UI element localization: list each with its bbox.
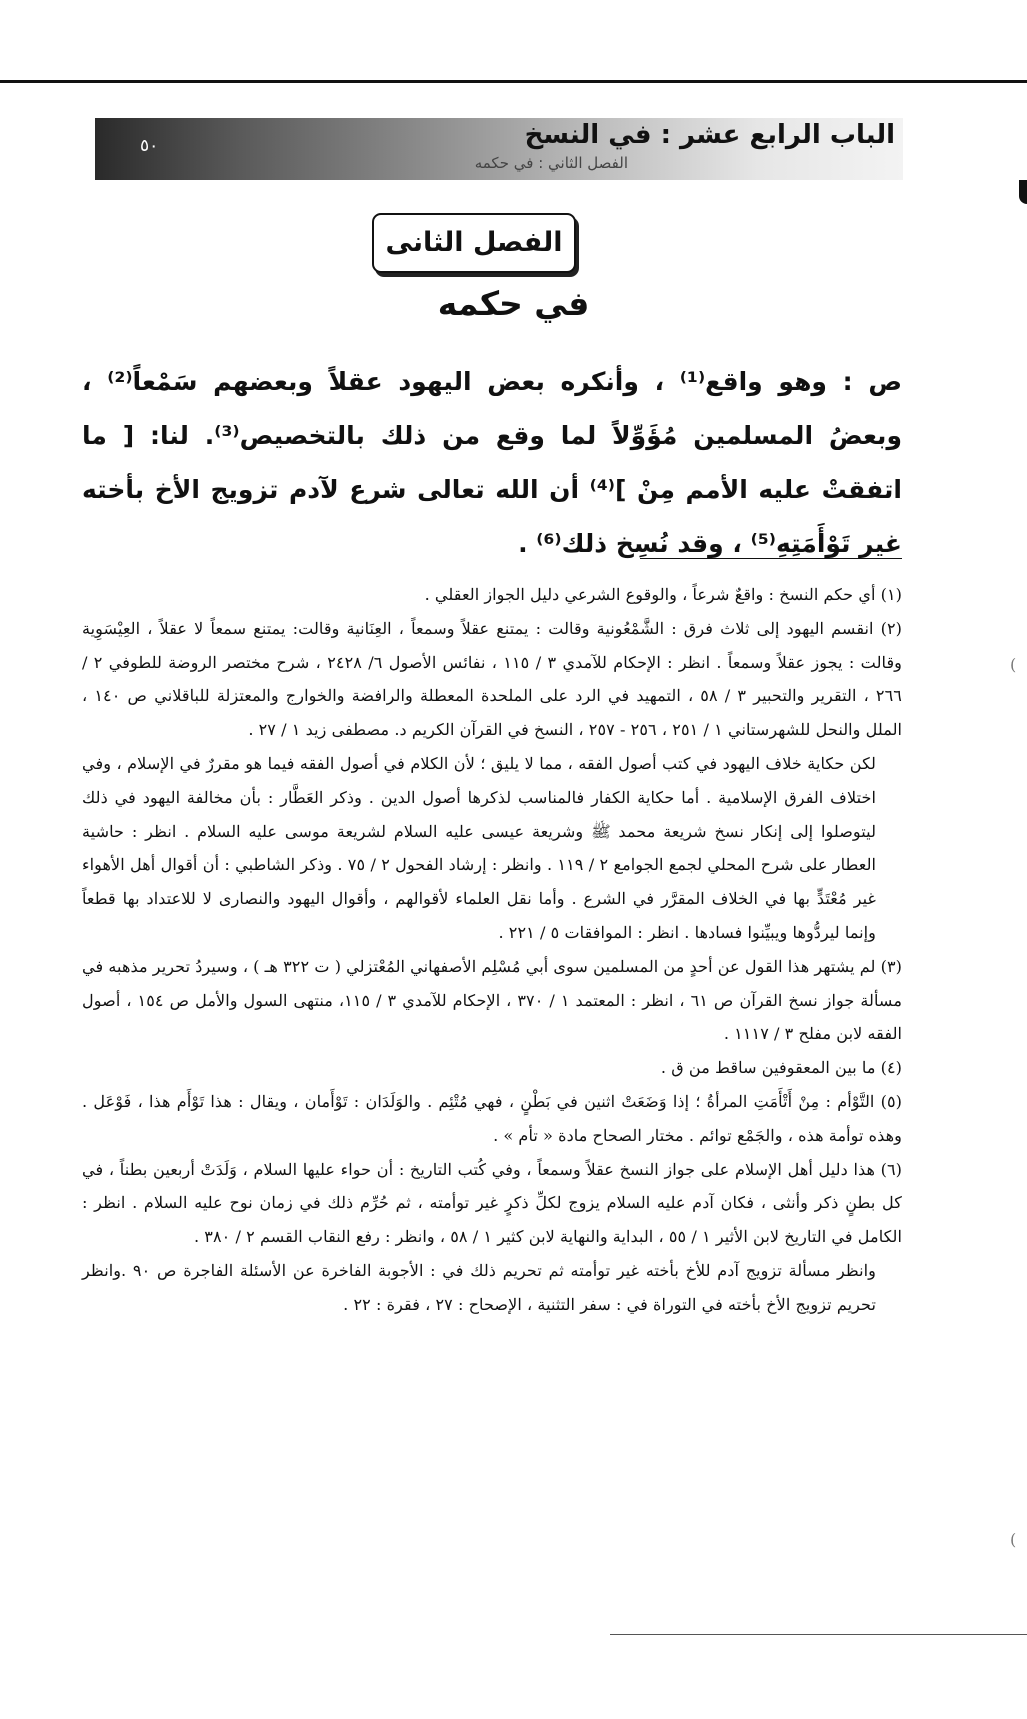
footnote-1: (١) أي حكم النسخ : واقعٌ شرعاً ، والوقوع الشرعي دليل الجواز العقلي . [424,585,902,604]
footnote-2-continuation: لكن حكاية خلاف اليهود في كتب أصول الفقه ، مما لا يليق ؛ لأن الكلام في أصول الفقه فيما هو مقررٌ في الإسلام ، وفي اختلاف الفرق الإسلامية . أما حكاية الكفار فالمناسب لذكرها أصول الدين . وذكر العَطَّار : بأن مخالفة اليهود في ذلك ليتوصلوا إلى إنكار نسخ شريعة محمد ﷺ وشريعة عيسى عليه السلام لشريعة موسى عليه السلام . انظر : حاشية العطار على شرح المحلي لجمع الجوامع ٢ / ١١٩ . وانظر : إرشاد الفحول ٢ / ٧٥ . وذكر الشاطبي : أن أقوال أهل الأهواء غير مُعْتَدٍّ بها في الخلاف المقرَّر في الشرع . وأما نقل العلماء لأقوالهم ، وأقوال اليهود والنصارى لا للاعتداد بها قطعاً وإنما ليردُّوها ويبيِّنوا فسادها . انظر : الموافقات ٥ / ٢٢١ . [82,753,877,942]
footnote-separator [640,558,902,559]
chapter-heading: الباب الرابع عشر : في النسخ [524,120,895,150]
footnote-6: (٦) هذا دليل أهل الإسلام على جواز النسخ عقلاً وسمعاً ، وفي كُتب التاريخ : أن حواء عليها السلام ، وَلَدَتْ أربعين بطناً ، في كل بطنٍ ذكر وأنثى ، فكان آدم عليه السلام يزوج لكلِّ ذكرٍ غير توأمته ، ثم حُرِّم ذلك في زمان نوح عليه السلام . انظر : الكامل في التاريخ لابن الأثير ١ / ٥٥ ، البداية والنهاية لابن كثير ١ / ٥٨ ، وانظر : رفع النقاب القسم ٢ / ٣٨٠ . [82,1159,902,1247]
running-header [95,118,903,180]
footnote-4: (٤) ما بين المعقوفين ساقط من ق . [660,1058,902,1078]
page-number: ٥٠ [140,136,159,156]
footnote-2: (٢) انقسم اليهود إلى ثلاث فرق : الشَّمْعُونية وقالت : يمتنع عقلاً وسمعاً ، العِنَانية وقالت: يمتنع سمعاً لا عقلاً ، العِيْسَوِية وقالت : يجوز عقلاً وسمعاً . انظر : الإحكام للآمدي ٣ / ١١٥ ، نفائس الأصول ٦/ ٢٤٢٨ ، شرح مختصر الروضة للطوفي ٢ / ٢٦٦ ، التقرير والتحبير ٣ / ٥٨ ، التمهيد في الرد على الملحدة المعطلة والرافضة والخوارج والمعتزلة للباقلاني ص ١٤٠ ، الملل والنحل للشهرستاني ١ / ٢٥١ ، ٢٥٦ - ٢٥٧ ، النسخ في القرآن الكريم د. مصطفى زيد ١ / ٢٧ . [82,618,902,740]
main-paragraph: ص : وهو واقع⁽¹⁾ ، وأنكره بعض اليهود عقلاً وبعضهم سَمْعاً⁽²⁾ ، وبعضُ المسلمين مُؤَوِّلاً لما وقع من ذلك بالتخصيص⁽³⁾. لنا: [ ما اتفقتْ عليه الأمم مِنْ ]⁽⁴⁾ أن الله تعالى شرع لآدم تزويج الأخ بأخته غير تَوْأَمَتِهِ⁽⁵⁾ ، وقد نُسِخ ذلك⁽⁶⁾ . [82,367,903,558]
bottom-rule [610,1634,1027,1635]
main-text [82,355,902,571]
section-subheading: الفصل الثاني : في حكمه [474,154,628,172]
top-rule [0,80,1027,83]
margin-mark: ( [1010,1530,1017,1549]
footnote-3: (٣) لم يشتهر هذا القول عن أحدٍ من المسلمين سوى أبي مُسْلِم الأصفهاني المُعْتزلي ( ت ٣٢٢ هـ ) ، وسيردُ تحرير مذهبه في مسألة جواز نسخ القرآن ص ٦١ ، انظر : المعتمد ١ / ٣٧٠ ، الإحكام للآمدي ٣ / ١١٥، منتهى السول والأمل ص ١٥٤ ، أصول الفقه لابن مفلح ٣ / ١١١٧ . [82,956,902,1044]
footnote-5: (٥) التَّوْأم : مِنْ أَتْأَمَتِ المرأةُ ؛ إذا وَضَعَتْ اثنين في بَطْنٍ ، فهي مُتْئِم . والوَلَدَان : تَوْأَمان ، ويقال : هذا تَوْأَم هذا ، فَوْعَل . وهذه توأمة هذه ، والجَمْع توائم . مختار الصحاح مادة « تأم » . [82,1091,902,1145]
footnotes [82,578,902,1322]
section-title: في حكمه [437,284,590,323]
page-edge-mark [1019,180,1027,204]
footnote-6-continuation: وانظر مسألة تزويج آدم للأخ بأخته غير توأمته ثم تحريم ذلك في : الأجوبة الفاخرة عن الأسئلة الفاجرة ص ٩٠ .وانظر تحريم تزويج الأخ بأخته في التوراة في : سفر التثنية ، الإصحاح : ٢٧ ، فقرة : ٢٢ . [82,1260,876,1314]
chapter-box-title: الفصل الثانى [372,213,576,273]
margin-mark: ( [1010,655,1017,674]
